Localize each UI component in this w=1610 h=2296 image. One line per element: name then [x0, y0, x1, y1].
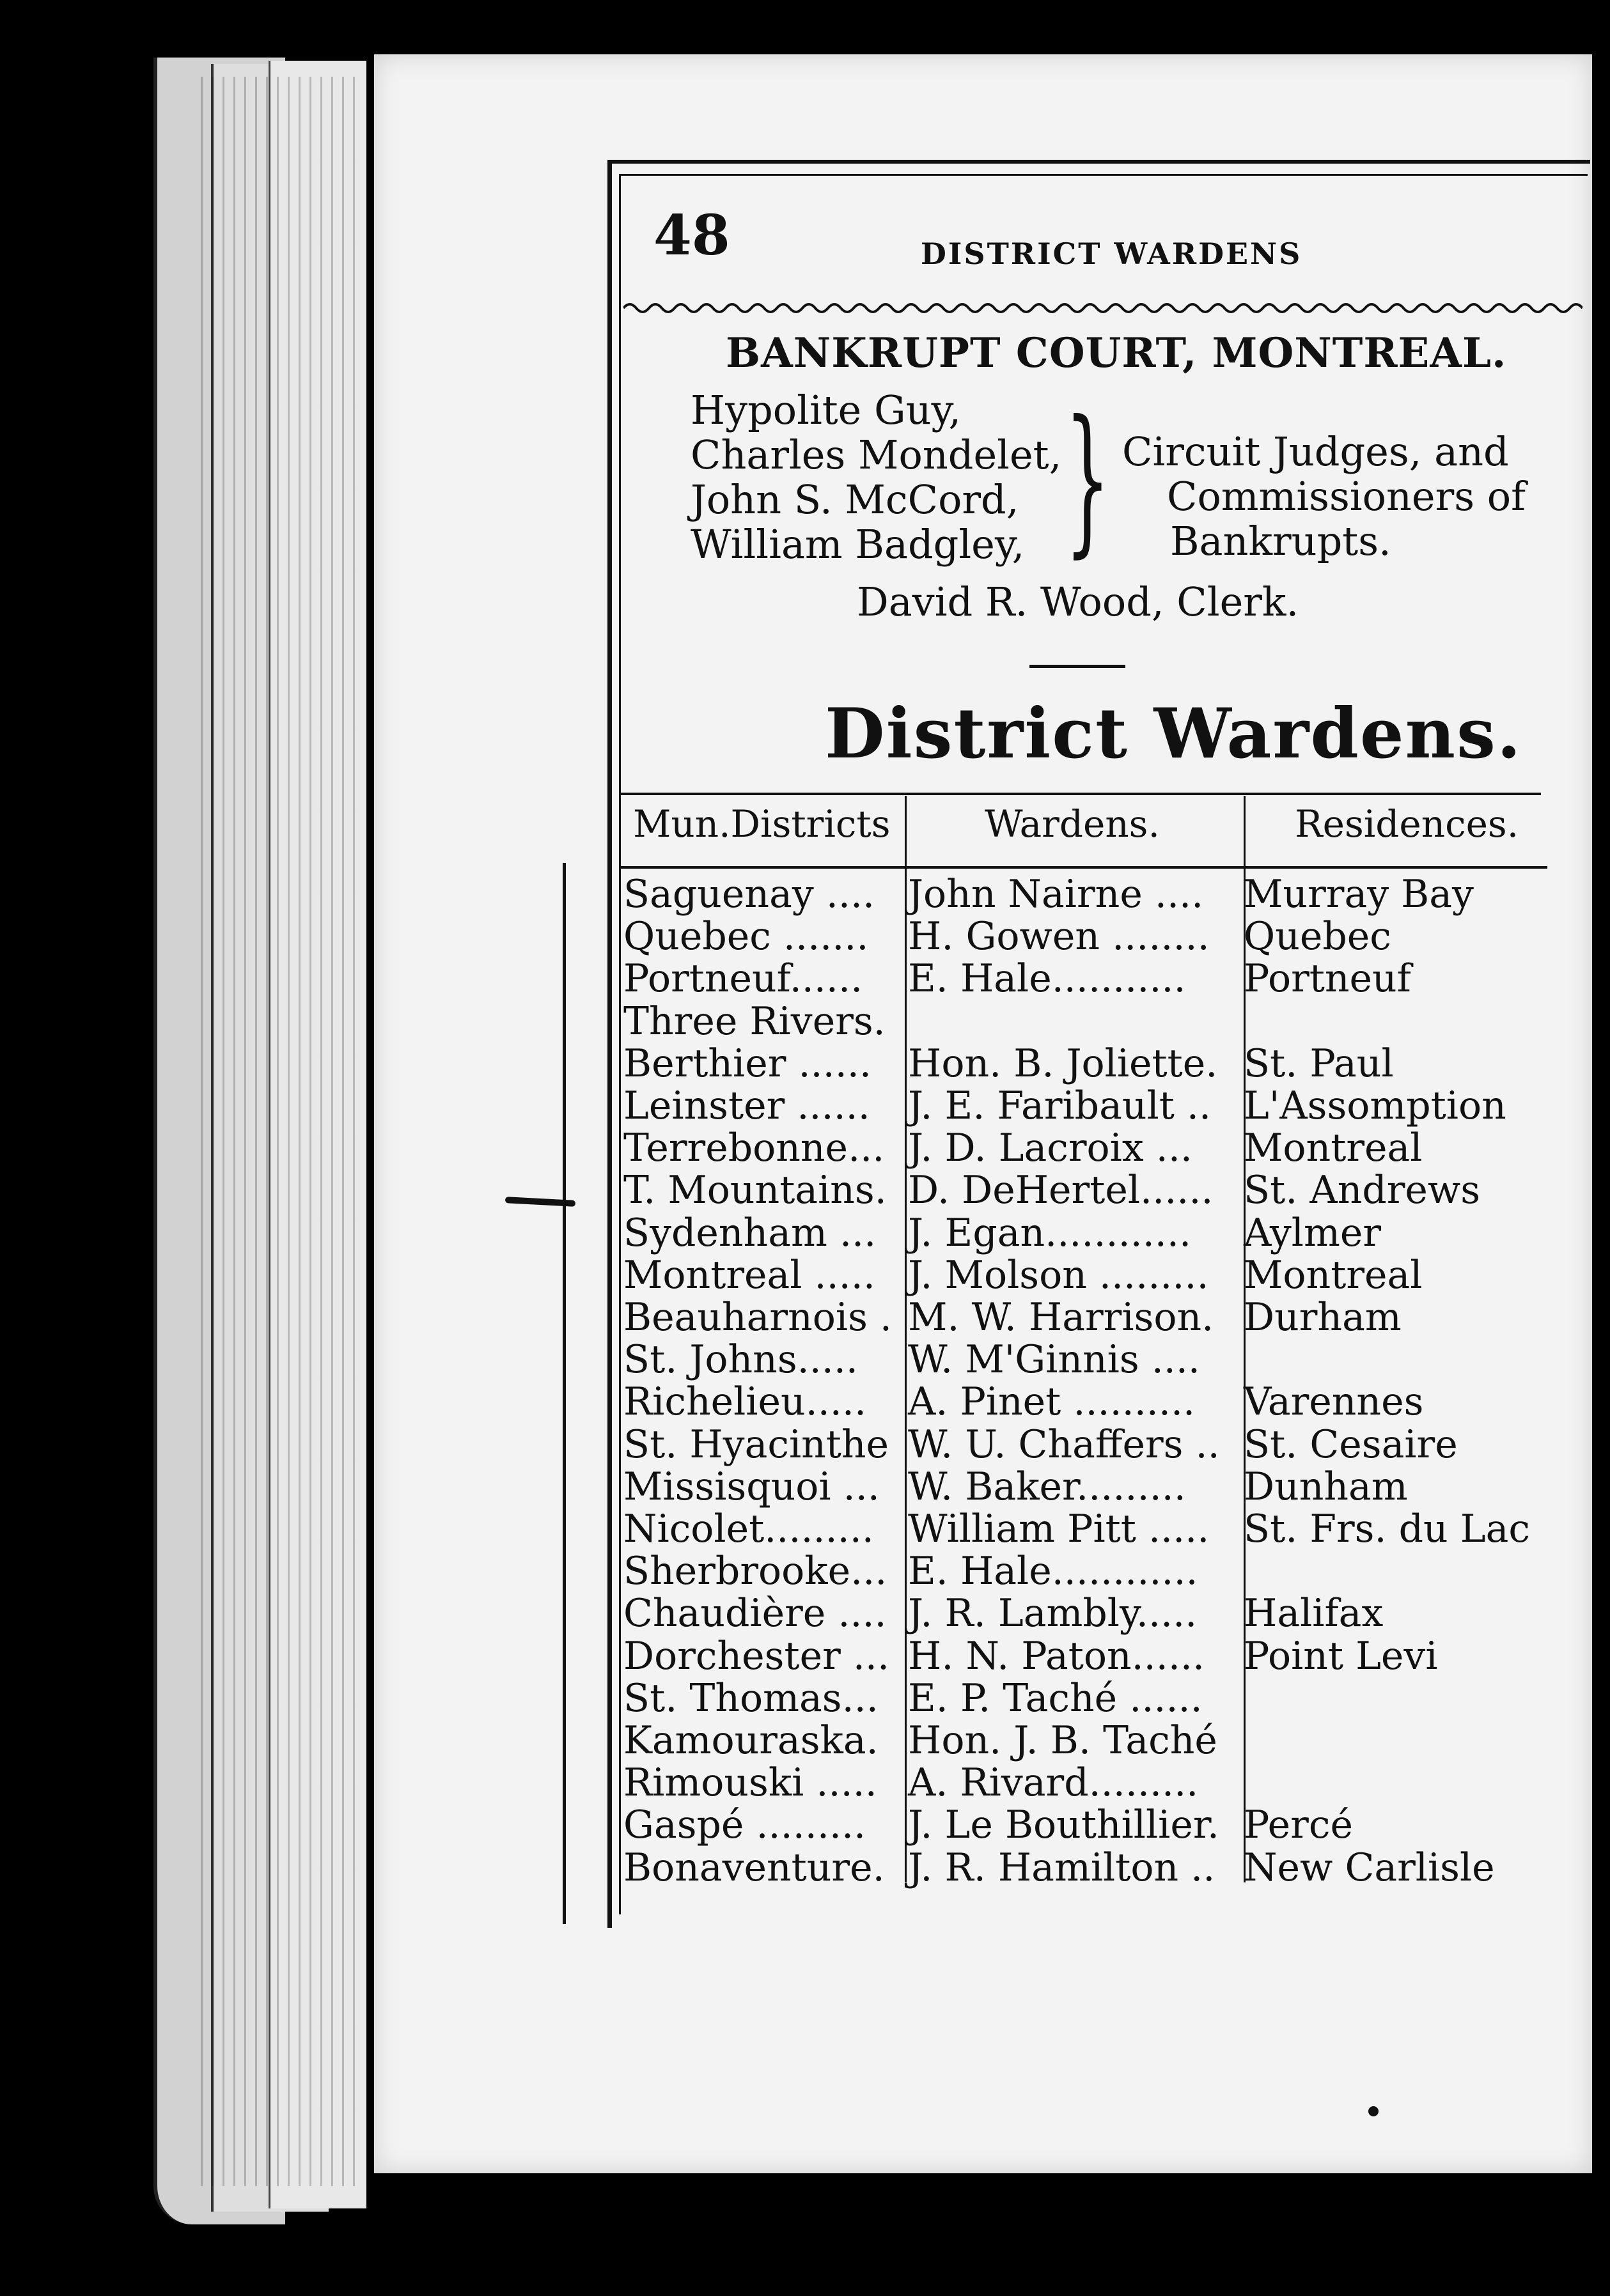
column-header-districts: Mun.Districts: [633, 802, 891, 846]
district-cell: Gaspé .........: [623, 1803, 866, 1848]
district-cell: Berthier ......: [623, 1041, 871, 1086]
district-cell: Richelieu.....: [623, 1379, 867, 1425]
residence-cell: Halifax: [1244, 1591, 1384, 1636]
warden-cell: W. U. Chaffers ..: [908, 1422, 1220, 1467]
table-row: [0, 1634, 1610, 1678]
warden-cell: J. R. Hamilton ..: [908, 1845, 1215, 1890]
brace-glyph: }: [1065, 386, 1111, 572]
residence-cell: St. Paul: [1244, 1041, 1394, 1086]
district-cell: Montreal .....: [623, 1252, 875, 1298]
table-row: [0, 1168, 1610, 1212]
table-row: [0, 1380, 1610, 1423]
warden-cell: M. W. Harrison.: [908, 1295, 1214, 1340]
residence-cell: Montreal: [1244, 1126, 1423, 1171]
judge-role: Bankrupts.: [1170, 518, 1391, 564]
table-row: [0, 915, 1610, 958]
district-cell: Chaudière ....: [623, 1591, 887, 1636]
running-head: DISTRICT WARDENS: [921, 237, 1302, 271]
warden-cell: H. Gowen ........: [908, 914, 1210, 959]
column-header-residences: Residences.: [1295, 802, 1519, 846]
table-row: [0, 1126, 1610, 1170]
district-cell: Kamouraska.: [623, 1718, 879, 1763]
residence-cell: Montreal: [1244, 1252, 1423, 1298]
court-clerk: David R. Wood, Clerk.: [857, 578, 1299, 625]
table-row: [0, 1338, 1610, 1381]
district-cell: Nicolet.........: [623, 1507, 874, 1551]
district-cell: T. Mountains.: [623, 1168, 887, 1213]
residence-cell: Varennes: [1244, 1379, 1424, 1425]
warden-cell: E. P. Taché ......: [908, 1675, 1203, 1721]
wavy-rule: [623, 300, 1583, 316]
warden-cell: J. E. Faribault ..: [908, 1083, 1212, 1128]
warden-cell: J. R. Lambly.....: [908, 1591, 1198, 1636]
warden-cell: Hon. J. B. Taché: [908, 1718, 1217, 1763]
judge-role: Commissioners of: [1167, 473, 1526, 520]
warden-cell: William Pitt .....: [908, 1507, 1210, 1551]
table-row: [0, 1592, 1610, 1635]
table-row: [0, 1677, 1610, 1720]
warden-cell: J. Egan............: [908, 1210, 1192, 1255]
warden-cell: W. Baker.........: [908, 1464, 1186, 1509]
table-row: [0, 1084, 1610, 1128]
section-divider: [1029, 665, 1125, 668]
judge-name: John S. McCord,: [691, 476, 1019, 523]
table-top-rule: [620, 793, 1541, 795]
judge-name: Hypolite Guy,: [691, 387, 962, 433]
district-cell: Terrebonne...: [623, 1126, 885, 1171]
district-cell: Sherbrooke...: [623, 1549, 887, 1594]
district-cell: Leinster ......: [623, 1083, 870, 1128]
district-cell: Bonaventure.: [623, 1845, 885, 1890]
district-cell: Rimouski .....: [623, 1760, 877, 1806]
table-row: [0, 1549, 1610, 1593]
table-row: [0, 1507, 1610, 1551]
district-cell: Sydenham ...: [623, 1210, 877, 1255]
district-cell: St. Johns.....: [623, 1337, 858, 1383]
district-cell: Portneuf......: [623, 956, 863, 1002]
warden-cell: A. Rivard.........: [908, 1760, 1199, 1806]
district-cell: Three Rivers.: [623, 998, 886, 1044]
district-cell: St. Hyacinthe: [623, 1422, 889, 1467]
warden-cell: J. Le Bouthillier.: [908, 1803, 1220, 1848]
table-row: [0, 1761, 1610, 1804]
table-row: [0, 1803, 1610, 1847]
ink-speck: [1368, 2106, 1379, 2116]
residence-cell: L'Assomption: [1244, 1083, 1506, 1128]
table-row: [0, 1423, 1610, 1466]
section-title: District Wardens.: [825, 694, 1522, 774]
district-cell: Dorchester ...: [623, 1633, 890, 1679]
table-row: [0, 1042, 1610, 1085]
warden-cell: Hon. B. Joliette.: [908, 1041, 1218, 1086]
judge-role: Circuit Judges, and: [1122, 428, 1509, 475]
table-row: [0, 1719, 1610, 1762]
table-row: [0, 1211, 1610, 1255]
district-cell: Saguenay ....: [623, 872, 875, 917]
district-cell: St. Thomas...: [623, 1675, 879, 1721]
warden-cell: J. Molson .........: [908, 1252, 1209, 1298]
warden-cell: E. Hale............: [908, 1549, 1198, 1594]
warden-cell: D. DeHertel......: [908, 1168, 1214, 1213]
warden-cell: H. N. Paton......: [908, 1633, 1205, 1679]
warden-cell: A. Pinet ..........: [908, 1379, 1196, 1425]
district-cell: Quebec .......: [623, 914, 869, 959]
table-row: [0, 873, 1610, 916]
residence-cell: Percé: [1244, 1803, 1353, 1848]
residence-cell: Durham: [1244, 1295, 1402, 1340]
residence-cell: Murray Bay: [1244, 872, 1474, 917]
judge-name: William Badgley,: [691, 521, 1025, 568]
residence-cell: St. Cesaire: [1244, 1422, 1458, 1467]
district-cell: Beauharnois .: [623, 1295, 892, 1340]
residence-cell: St. Frs. du Lac: [1244, 1507, 1530, 1551]
court-title: BANKRUPT COURT, MONTREAL.: [726, 329, 1507, 377]
table-row: [0, 1846, 1610, 1889]
residence-cell: Dunham: [1244, 1464, 1408, 1509]
table-header-rule: [620, 866, 1547, 869]
residence-cell: Aylmer: [1244, 1210, 1382, 1255]
table-row: [0, 1296, 1610, 1339]
page-number: 48: [653, 203, 730, 268]
column-header-wardens: Wardens.: [985, 802, 1160, 846]
warden-cell: W. M'Ginnis ....: [908, 1337, 1201, 1383]
judge-name: Charles Mondelet,: [691, 431, 1062, 478]
table-row: [0, 1465, 1610, 1509]
warden-cell: E. Hale...........: [908, 956, 1186, 1002]
table-row: [0, 957, 1610, 1000]
residence-cell: New Carlisle: [1244, 1845, 1495, 1890]
district-cell: Missisquoi ...: [623, 1464, 880, 1509]
table-row: [0, 1000, 1610, 1043]
table-row: [0, 1253, 1610, 1297]
warden-cell: J. D. Lacroix ...: [908, 1126, 1192, 1171]
residence-cell: St. Andrews: [1244, 1168, 1481, 1213]
residence-cell: Point Levi: [1244, 1633, 1438, 1679]
warden-cell: John Nairne ....: [908, 872, 1204, 917]
residence-cell: Portneuf: [1244, 956, 1411, 1002]
residence-cell: Quebec: [1244, 914, 1391, 959]
